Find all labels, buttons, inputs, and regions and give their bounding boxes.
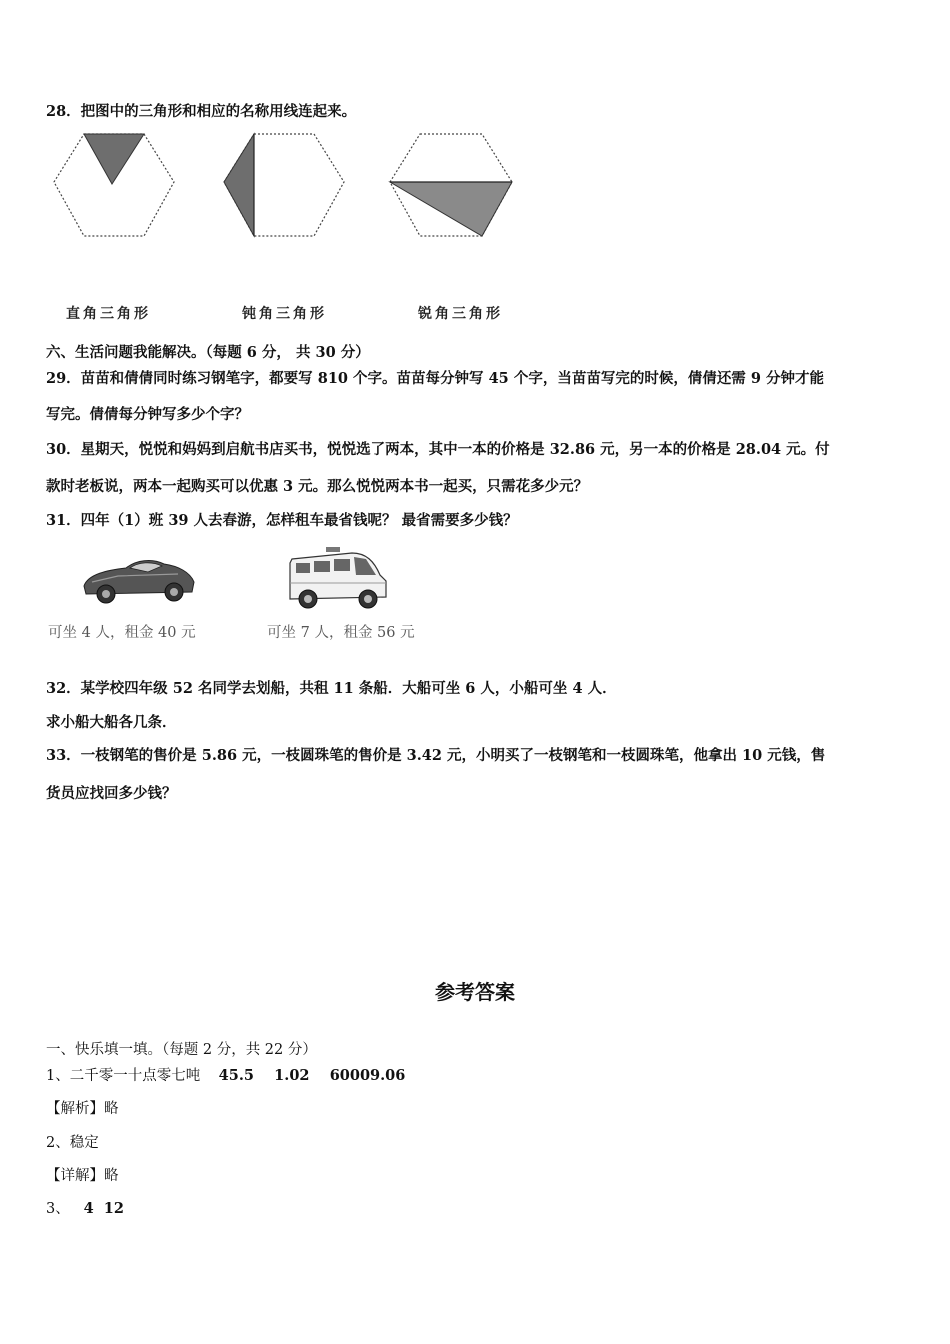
triangle-label-right: 直角三角形	[66, 306, 151, 322]
car-caption: 可坐 4 人，租金 40 元	[48, 625, 196, 641]
section-6-heading: 六、生活问题我能解决。（每题 6 分， 共 30 分）	[46, 344, 370, 361]
answer-3	[46, 1199, 124, 1219]
van-image	[286, 545, 390, 611]
answer-1-values: 45.5 1.02 60009.06	[218, 1067, 406, 1084]
question-29-line-2: 写完。倩倩每分钟写多少个字？	[46, 406, 249, 423]
answer-1	[46, 1066, 405, 1086]
answer-1-prefix: 1、二千零一十点零七吨	[46, 1068, 201, 1084]
hexagon-figure-3	[390, 134, 512, 236]
car-image	[78, 552, 198, 608]
answers-title: 参考答案	[435, 980, 515, 1004]
hexagon-figure-2	[224, 134, 344, 236]
question-28: 28．把图中的三角形和相应的名称用线连起来。	[46, 103, 357, 120]
van-caption: 可坐 7 人，租金 56 元	[267, 625, 415, 641]
answer-3-prefix: 3、	[46, 1201, 70, 1217]
question-30-line-2: 款时老板说，两本一起购买可以优惠 3 元。那么悦悦两本书一起买，只需花多少元？	[46, 478, 589, 495]
question-33-line-2: 货员应找回多少钱？	[46, 785, 177, 802]
question-32-line-2: 求小船大船各几条．	[46, 714, 177, 731]
answer-1-explanation: 【解析】略	[46, 1101, 119, 1117]
answer-3-values: 4 12	[83, 1200, 124, 1217]
answer-2-explanation: 【详解】略	[46, 1168, 119, 1184]
triangle-label-obtuse: 钝角三角形	[242, 306, 327, 322]
question-30-line-1: 30．星期天，悦悦和妈妈到启航书店买书，悦悦选了两本，其中一本的价格是 32.86 元，另一本的价格是 28.04 元。付	[46, 441, 830, 458]
answers-section-1: 一、快乐填一填。（每题 2 分，共 22 分）	[46, 1042, 317, 1058]
question-33-line-1: 33．一枝钢笔的售价是 5.86 元，一枝圆珠笔的售价是 3.42 元，小明买了一枝钢笔和一枝圆珠笔，他拿出 10 元钱，售	[46, 747, 826, 764]
answer-2: 2、稳定	[46, 1135, 99, 1151]
triangle-label-acute: 锐角三角形	[418, 306, 503, 322]
question-31: 31．四年（1）班 39 人去春游，怎样租车最省钱呢？ 最省需要多少钱？	[46, 512, 518, 529]
question-32-line-1: 32．某学校四年级 52 名同学去划船，共租 11 条船．大船可坐 6 人，小船可坐 4 人．	[46, 680, 617, 697]
question-29-line-1: 29．苗苗和倩倩同时练习钢笔字，都要写 810 个字。苗苗每分钟写 45 个字，当苗苗写完的时候，倩倩还需 9 分钟才能	[46, 370, 824, 387]
hexagon-figure-1	[54, 134, 174, 236]
triangle-hexagon-figures	[46, 126, 526, 246]
